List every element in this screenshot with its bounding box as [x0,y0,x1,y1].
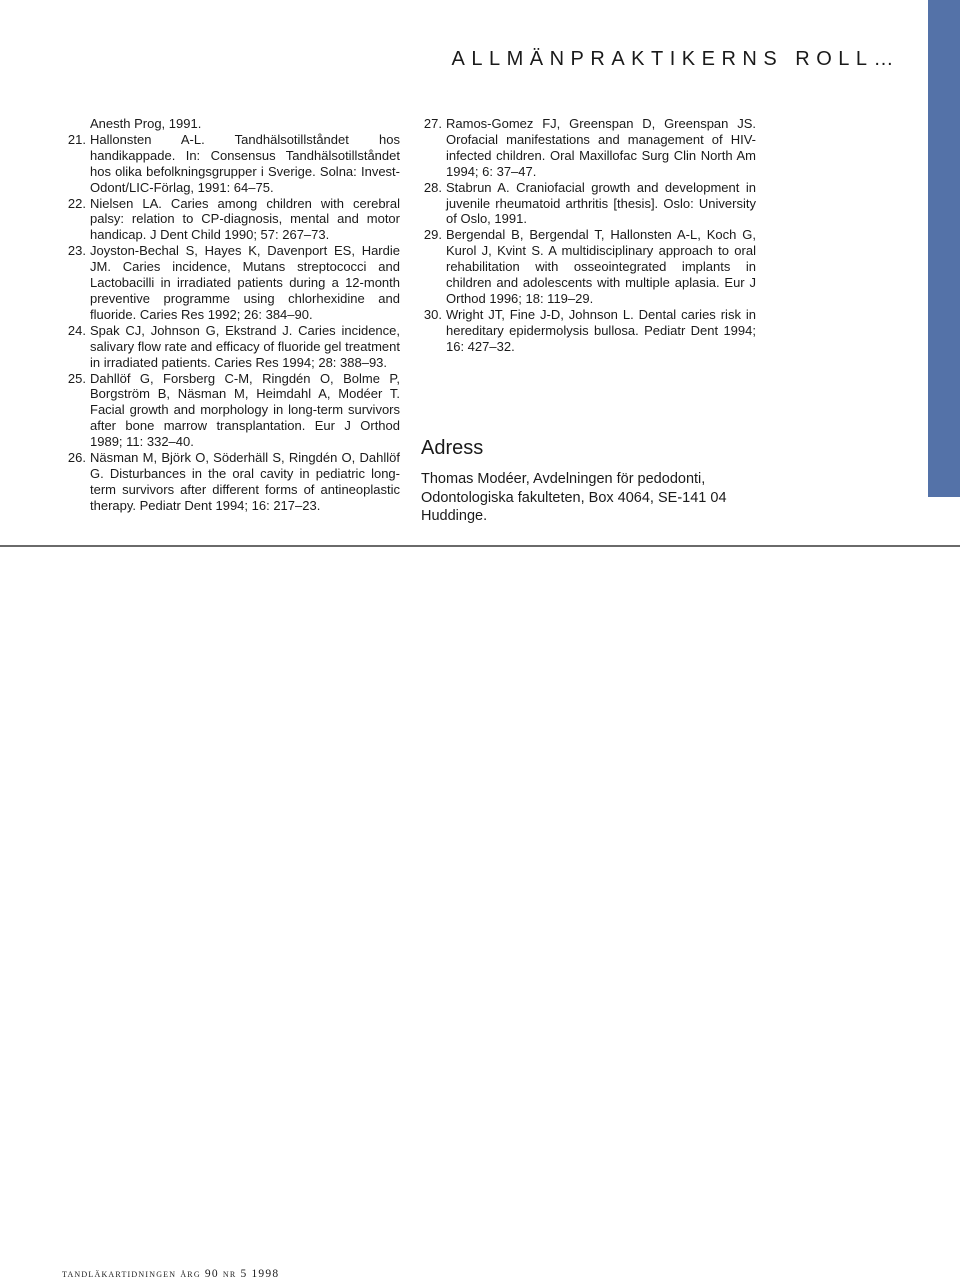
reference-item: 30. Wright JT, Fine J-D, Johnson L. Dental caries risk in hereditary epidermolysis bullosa. Pediatr Dent 1994; 16: 427–32. [423,306,756,354]
reference-item: 23. Joyston-Bechal S, Hayes K, Davenport ES, Hardie JM. Caries incidence, Mutans streptococci and Lactobacilli in irradiated patients during a 12-month preventive programme using chlorhexidine and fluoride. Caries Res 1992; 26: 384–90. [67,243,400,322]
address-section [421,436,751,526]
address-heading: Adress [421,437,484,459]
reference-item: 24. Spak CJ, Johnson G, Ekstrand J. Caries incidence, salivary flow rate and efficacy of fluoride gel treatment in irradiated patients. Caries Res 1994; 28: 388–93. [67,322,400,370]
reference-continuation: Anesth Prog, 1991. [90,116,202,131]
reference-item: 27. Ramos-Gomez FJ, Greenspan D, Greenspan JS. Orofacial manifestations and management of HIV-infected children. Oral Maxillofac Surg Clin North Am 1994; 6: 37–47. [423,116,756,179]
reference-item: 25. Dahllöf G, Forsberg C-M, Ringdén O, Bolme P, Borgström B, Näsman M, Heimdahl A, Modéer T. Facial growth and morphology in long-term survivors after bone marrow transplantation. Eur J Orthod 1989; 11: 332–40. [67,370,400,450]
journal-footer: tandläkartidningen årg 90 nr 5 1998 [62,1268,280,1280]
side-color-tab [928,0,960,497]
running-header: ALLMÄNPRAKTIKERNS ROLL… [451,48,900,70]
reference-item: 26. Näsman M, Björk O, Söderhäll S, Ringdén O, Dahllöf G. Disturbances in the oral cavity in pediatric long-term survivors after different forms of antineoplastic therapy. Pediatr Dent 1994; 16: 217–23. [67,450,400,513]
reference-list-left [64,116,400,514]
reference-list-right [420,116,756,355]
page-divider [0,545,960,547]
reference-item: 21. Hallonsten A-L. Tandhälsotillståndet hos handikappade. In: Consensus Tandhälsotillståndet hos olika befolkningsgrupper i Sverige. Solna: Invest-Odont/LIC-Förlag, 1991: 64–75. [67,131,400,195]
reference-item: 29. Bergendal B, Bergendal T, Hallonsten A-L, Koch G, Kurol J, Kvint S. A multidisciplinary approach to oral rehabilitation with osseointegrated implants in children and adolescents with multiple aplasia. Eur J Orthod 1996; 18: 119–29. [423,227,756,306]
reference-item: 22. Nielsen LA. Caries among children with cerebral palsy: relation to CP-diagnosis, mental and motor handicap. J Dent Child 1990; 57: 267–73. [67,195,400,243]
reference-item: 28. Stabrun A. Craniofacial growth and development in juvenile rheumatoid arthritis [thesis]. Oslo: University of Oslo, 1991. [423,179,756,227]
address-body: Thomas Modéer, Avdelningen för pedodonti, Odontologiska fakulteten, Box 4064, SE-141 04 Huddinge. [421,471,727,524]
